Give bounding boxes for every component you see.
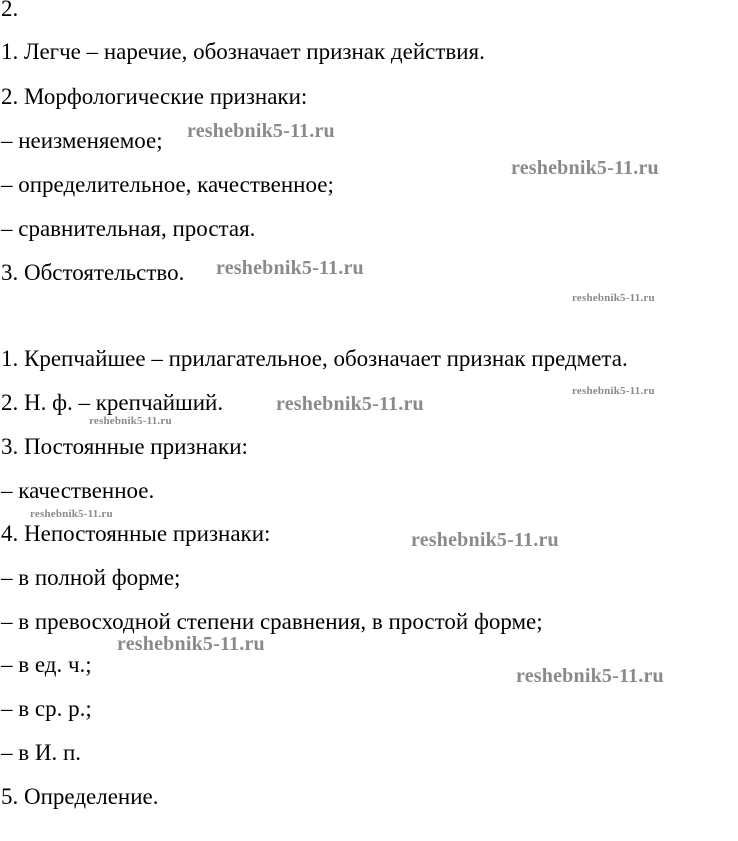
text-line: 3. Постоянные признаки: — [1, 434, 248, 459]
text-line: 3. Обстоятельство. — [1, 260, 185, 285]
watermark: reshebnik5-11.ru — [572, 292, 655, 304]
watermark: reshebnik5-11.ru — [411, 529, 559, 551]
text-line: 1. Легче – наречие, обозначает признак действия. — [1, 39, 485, 64]
text-line: 5. Определение. — [1, 784, 159, 809]
text-line: 4. Непостоянные признаки: — [1, 521, 271, 546]
watermark: reshebnik5-11.ru — [89, 415, 172, 427]
watermark: reshebnik5-11.ru — [516, 665, 664, 687]
text-line: – качественное. — [1, 478, 155, 503]
watermark: reshebnik5-11.ru — [511, 157, 659, 179]
watermark: reshebnik5-11.ru — [187, 120, 335, 142]
watermark: reshebnik5-11.ru — [216, 257, 364, 279]
watermark: reshebnik5-11.ru — [276, 393, 424, 415]
text-line: 2. Н. ф. – крепчайший. — [1, 390, 224, 415]
text-line: 1. Крепчайшее – прилагательное, обозначает признак предмета. — [1, 346, 628, 371]
text-line: – в ед. ч.; — [1, 652, 92, 677]
text-line: – в И. п. — [1, 740, 82, 765]
text-line: – неизменяемое; — [1, 128, 163, 153]
text-line: – в превосходной степени сравнения, в простой форме; — [1, 609, 543, 634]
watermark: reshebnik5-11.ru — [30, 508, 113, 520]
text-line: 2. Морфологические признаки: — [1, 84, 308, 109]
watermark: reshebnik5-11.ru — [572, 385, 655, 397]
watermark: reshebnik5-11.ru — [117, 633, 265, 655]
text-line: – сравнительная, простая. — [1, 216, 256, 241]
text-line: – в полной форме; — [1, 565, 181, 590]
task-number: 2. — [1, 0, 19, 21]
text-line: – определительное, качественное; — [1, 172, 334, 197]
text-line: – в ср. р.; — [1, 696, 92, 721]
